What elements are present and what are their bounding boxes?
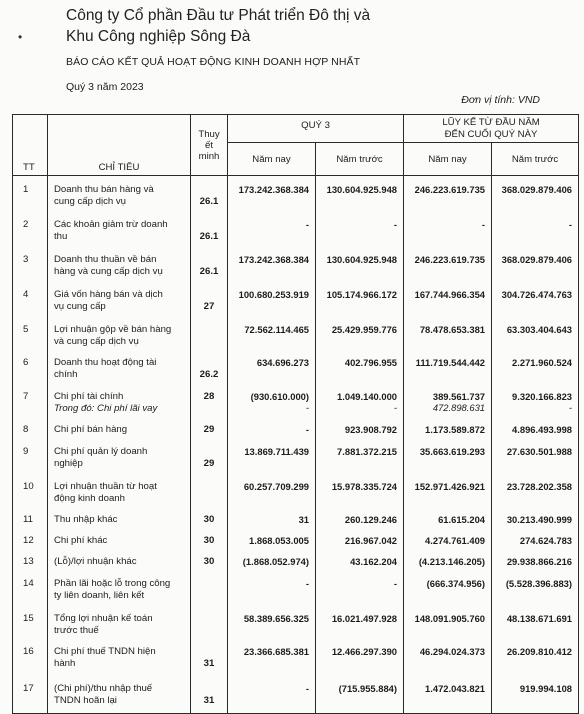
table-row [13,316,579,351]
row-number: 1 [13,176,48,213]
row-label [48,351,191,384]
value-main: 105.174.966.172 [326,288,398,300]
row-number: 10 [13,474,48,509]
value-main: (715.955.884) [338,682,398,694]
row-label [48,640,191,674]
value-main: 31 [298,513,309,525]
row-note: 30 [191,530,228,551]
value-main: 23.366.685.381 [243,645,309,657]
value-main: 23.728.202.358 [506,480,573,492]
value-ytd-prev [492,316,579,351]
value-main: 35.663.619.293 [419,445,486,457]
value-q3-cur [228,213,316,246]
value-ytd-cur [404,420,492,439]
value-main: 130.604.925.948 [326,184,398,195]
value-ytd-prev [492,572,579,606]
value-q3-prev [316,281,404,316]
value-main: (666.374.956) [426,577,486,589]
value-q3-cur [228,640,316,674]
value-main: 1.472.043.821 [425,682,486,694]
value-q3-prev [316,474,404,509]
value-main: (4.213.146.205) [418,555,486,567]
value-main: 923.908.792 [344,423,398,435]
row-label-line1: Giá vốn hàng bán và dịch [54,288,163,300]
value-main: 304.726.474.763 [501,288,573,300]
value-main: - [393,218,398,230]
table-row [13,246,579,281]
row-note: 27 [191,281,228,316]
row-label-line1: (Lỗ)/lợi nhuận khác [54,555,137,567]
row-number: 16 [13,640,48,674]
value-q3-cur [228,420,316,439]
row-note: 26.1 [191,176,228,213]
value-q3-cur [228,530,316,551]
row-note: 26.1 [191,246,228,281]
row-label-line1: Thu nhập khác [54,513,118,525]
value-ytd-cur [404,474,492,509]
value-main: 58.389.656.325 [243,612,309,624]
bullet-mark: • [18,30,23,44]
col-header-ytd-last-year: Năm trước [492,143,579,176]
value-q3-cur [228,674,316,714]
row-note [191,572,228,606]
income-statement-table [12,114,579,714]
row-note: 31 [191,640,228,674]
col-header-note [191,115,228,176]
row-label [48,509,191,530]
row-label-line1: Chi phí khác [54,534,108,546]
table-body [13,176,579,714]
row-note: 31 [191,674,228,714]
value-main: 246.223.619.735 [414,253,486,265]
table-row [13,530,579,551]
row-label [48,246,191,281]
row-label [48,606,191,640]
value-ytd-prev [492,351,579,384]
row-label-line1: Tổng lợi nhuận kế toán [54,612,153,624]
col-group-ytd-line1: LŨY KẾ TỪ ĐẦU NĂM [442,116,540,128]
table-row [13,640,579,674]
value-ytd-prev [492,384,579,420]
value-q3-cur [228,384,316,420]
row-number: 2 [13,213,48,246]
value-q3-prev [316,420,404,439]
value-q3-prev [316,316,404,351]
value-main: 72.562.114.465 [244,323,309,335]
value-main: 12.466.297.390 [331,645,398,657]
value-main: 634.696.273 [256,356,309,368]
row-number: 9 [13,439,48,474]
value-q3-prev [316,439,404,474]
col-group-ytd [404,115,579,143]
row-label [48,474,191,509]
value-ytd-cur [404,606,492,640]
col-header-tt: TT [13,115,48,176]
value-ytd-prev [492,474,579,509]
value-main: 15.978.335.724 [331,480,398,492]
table-row [13,674,579,714]
row-label-line1: Chi phí quản lý doanh [54,445,148,457]
row-note [191,474,228,509]
row-number: 8 [13,420,48,439]
row-label-line2: vụ cung cấp [54,300,106,312]
row-label-line2: chính [54,368,78,380]
value-q3-cur [228,176,316,213]
value-main: 173.242.368.384 [238,253,309,265]
row-label-line2: thu [54,230,68,242]
value-main: - [568,218,573,230]
value-main: 4.274.761.409 [425,534,486,546]
row-label [48,213,191,246]
row-label [48,420,191,439]
value-main: (5.528.396.883) [505,577,573,589]
table-row [13,606,579,640]
row-label-line2: trước thuế [54,624,99,636]
value-q3-cur [228,351,316,384]
table-row [13,551,579,572]
value-ytd-cur [404,674,492,714]
value-main: 152.971.426.921 [414,480,486,492]
value-q3-cur [228,572,316,606]
value-main: 43.162.204 [350,555,398,567]
value-ytd-cur [404,213,492,246]
row-label [48,439,191,474]
value-main: 78.478.653.381 [419,323,486,335]
value-main: - [305,423,309,435]
row-number: 12 [13,530,48,551]
row-label [48,281,191,316]
company-name [66,5,370,47]
value-ytd-cur [404,246,492,281]
row-label-line1: Phần lãi hoặc lỗ trong công [54,577,171,589]
value-q3-prev [316,606,404,640]
value-main: (1.868.052.974) [242,555,309,567]
value-main: - [393,577,398,589]
company-name-line1: Công ty Cổ phần Đầu tư Phát triển Đô thị và [66,7,371,24]
value-main: 2.271.960.524 [512,356,573,368]
value-ytd-cur [404,640,492,674]
table-row [13,474,579,509]
row-number: 6 [13,351,48,384]
value-ytd-cur [404,384,492,420]
row-note: 26.1 [191,213,228,246]
value-ytd-cur [404,176,492,213]
row-label-line2: hành [54,657,76,669]
value-ytd-prev [492,551,579,572]
row-label-line1: Chi phí bán hàng [54,423,128,435]
row-label [48,530,191,551]
value-main: 274.624.783 [519,534,573,546]
value-main: 167.744.966.354 [414,288,486,300]
value-q3-cur [228,246,316,281]
row-note: 28 [191,384,228,420]
value-q3-prev [316,572,404,606]
value-main: 63.303.404.643 [506,323,573,335]
value-main: (930.610.000) [250,390,309,402]
value-ytd-prev [492,246,579,281]
value-q3-cur [228,551,316,572]
row-label-line1: Doanh thu hoạt động tài [54,356,157,368]
row-number: 11 [13,509,48,530]
row-label [48,384,191,420]
row-label [48,572,191,606]
row-number: 3 [13,246,48,281]
value-q3-prev [316,246,404,281]
row-number: 15 [13,606,48,640]
value-main: 148.091.905.760 [414,612,486,624]
row-label [48,316,191,351]
company-name-line2: Khu Công nghiệp Sông Đà [66,28,251,45]
value-sub: - [393,401,398,413]
value-main: 60.257.709.299 [243,480,309,492]
value-main: 1.868.053.005 [249,534,309,546]
row-note: 26.2 [191,351,228,384]
currency-unit: Đơn vị tính: VND [461,94,540,106]
value-main: - [305,577,309,589]
col-group-ytd-line2: ĐẾN CUỐI QUÝ NÀY [444,128,538,140]
row-label [48,674,191,714]
row-note [191,316,228,351]
value-main: 1.173.589.872 [425,423,486,435]
value-ytd-prev [492,509,579,530]
col-header-note-line2: ết [204,139,213,151]
row-label-line2: Trong đó: Chi phí lãi vay [54,402,158,414]
value-main: 130.604.925.948 [326,253,398,265]
col-header-note-line3: minh [198,150,220,162]
value-q3-prev [316,176,404,213]
value-ytd-cur [404,439,492,474]
row-note: 30 [191,551,228,572]
row-number: 4 [13,281,48,316]
col-group-q3: QUÝ 3 [228,115,404,143]
row-label-line2: TNDN hoãn lại [54,694,117,706]
value-main: - [305,218,309,230]
value-sub: - [305,401,309,413]
col-header-note-line1: Thuy [198,128,220,140]
value-main: 7.881.372.215 [337,445,398,457]
value-q3-cur [228,509,316,530]
row-label-line1: Chi phí tài chính [54,390,124,402]
row-label-line2: hàng và cung cấp dịch vụ [54,265,163,277]
row-number: 13 [13,551,48,572]
value-q3-cur [228,606,316,640]
row-note: 29 [191,439,228,474]
value-main: 61.615.204 [438,513,486,525]
row-number: 7 [13,384,48,420]
col-header-q3-last-year: Năm trước [316,143,404,176]
col-header-name: CHỈ TIÊU [48,115,191,176]
row-label-line1: Doanh thu bán hàng và [54,184,154,195]
value-ytd-cur [404,572,492,606]
row-label [48,176,191,213]
report-title: BÁO CÁO KẾT QUẢ HOẠT ĐỘNG KINH DOANH HỢP NHẤT [66,56,361,68]
table-row [13,176,579,213]
row-label-line2: động kinh doanh [54,492,125,504]
value-ytd-cur [404,281,492,316]
row-label-line1: Doanh thu thuần về bán [54,253,157,265]
value-ytd-prev [492,674,579,714]
value-main: 246.223.619.735 [414,184,486,195]
value-main: 260.129.246 [344,513,398,525]
value-ytd-prev [492,420,579,439]
value-main: 368.029.879.406 [501,253,573,265]
row-note [191,606,228,640]
value-ytd-cur [404,316,492,351]
value-q3-cur [228,439,316,474]
value-ytd-cur [404,351,492,384]
value-ytd-prev [492,281,579,316]
value-main: 13.869.711.439 [244,445,309,457]
value-main: 27.630.501.988 [506,445,573,457]
value-q3-prev [316,384,404,420]
row-label [48,551,191,572]
row-label-line1: Lợi nhuận thuần từ hoạt [54,480,157,492]
col-header-ytd-this-year: Năm nay [404,143,492,176]
value-q3-cur [228,474,316,509]
table-row [13,281,579,316]
row-label-line1: (Chi phí)/thu nhập thuế [54,682,153,694]
value-main: 16.021.497.928 [331,612,398,624]
row-note: 30 [191,509,228,530]
value-main: 30.213.490.999 [506,513,573,525]
table-row [13,351,579,384]
value-main: 9.320.166.823 [512,390,573,402]
value-main: - [481,218,486,230]
row-number: 5 [13,316,48,351]
value-q3-prev [316,640,404,674]
value-q3-prev [316,674,404,714]
col-header-q3-this-year: Năm nay [228,143,316,176]
value-ytd-prev [492,213,579,246]
value-main: 111.719.544.442 [415,356,486,368]
value-ytd-prev [492,176,579,213]
table-row [13,509,579,530]
value-main: 216.967.042 [344,534,398,546]
table-row [13,420,579,439]
row-label-line2: nghiệp [54,457,83,469]
value-main: 4.896.493.998 [512,423,573,435]
value-main: 48.138.671.691 [506,612,573,624]
table-row [13,439,579,474]
value-main: 1.049.140.000 [337,390,398,402]
value-ytd-prev [492,439,579,474]
value-main: 919.994.108 [519,682,573,694]
table-row [13,572,579,606]
value-q3-prev [316,213,404,246]
row-label-line2: cung cấp dịch vụ [54,196,126,207]
value-q3-cur [228,281,316,316]
value-main: 100.680.253.919 [238,288,309,300]
value-q3-prev [316,551,404,572]
value-main: 46.294.024.373 [419,645,486,657]
row-number: 14 [13,572,48,606]
row-number: 17 [13,674,48,714]
value-q3-cur [228,316,316,351]
table-row [13,384,579,420]
value-ytd-prev [492,606,579,640]
value-ytd-prev [492,530,579,551]
value-ytd-cur [404,551,492,572]
value-main: - [305,682,309,694]
value-ytd-prev [492,640,579,674]
value-main: 25.429.959.776 [331,323,398,335]
value-main: 26.209.810.412 [506,645,573,657]
value-sub: 472.898.631 [432,401,486,413]
report-period: Quý 3 năm 2023 [66,81,144,93]
row-label-line1: Các khoản giảm trừ doanh [54,218,168,230]
value-ytd-cur [404,509,492,530]
value-main: 389.561.737 [432,390,486,402]
value-q3-prev [316,509,404,530]
value-q3-prev [316,530,404,551]
table-row [13,213,579,246]
row-label-line1: Chi phí thuế TNDN hiện [54,645,156,657]
value-main: 173.242.368.384 [238,184,309,195]
row-label-line2: ty liên doanh, liên kết [54,589,145,601]
value-main: 402.796.955 [344,356,398,368]
value-main: 368.029.879.406 [501,184,573,195]
row-label-line2: và cung cấp dịch vụ [54,335,139,347]
value-sub: - [568,401,573,413]
value-q3-prev [316,351,404,384]
row-note: 29 [191,420,228,439]
value-main: 29.938.866.216 [506,555,573,567]
value-ytd-cur [404,530,492,551]
row-label-line1: Lợi nhuận gộp về bán hàng [54,323,172,335]
